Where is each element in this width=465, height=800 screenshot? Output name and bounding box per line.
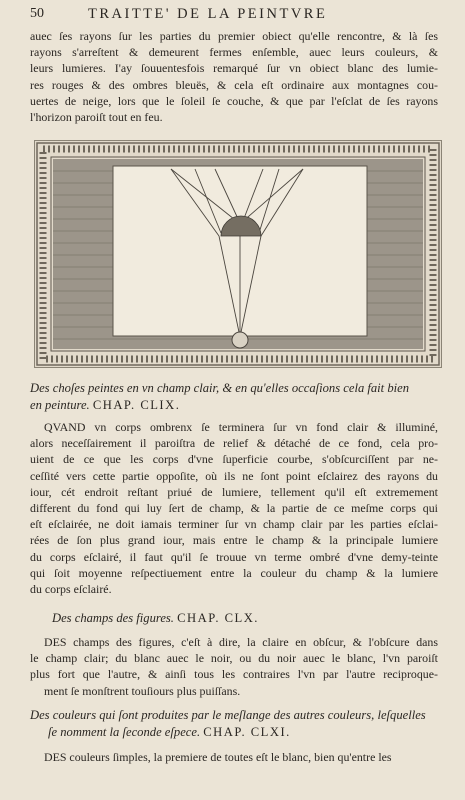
chapter-label: CHAP. CLIX. — [92, 398, 181, 412]
text-line: du corps eſclairé. — [30, 582, 112, 597]
chapter-title-line — [30, 397, 438, 414]
text-line: iour, cét endroit reſtant priué de lumiere, tellement qu'il eſt extremement — [30, 484, 438, 499]
text-line: uient de ce que les corps d'vne ſuperficie courbe, s'obſcurciſſent par ne- — [30, 452, 438, 467]
text-line: alors neceſſairement il paroiſtra de relief & détaché de ce fond, cela pro- — [30, 436, 438, 451]
chapter-title-line — [30, 724, 438, 741]
chapter-161-title — [30, 707, 438, 741]
text-line: different du fond qui luy ſert de champ, & la partie de ce meſme corps qui — [30, 501, 438, 516]
chapter-159-body — [30, 419, 438, 597]
text-line: DES couleurs ſimples, la premiere de toutes eſt le blanc, bien qu'entre les — [44, 750, 392, 764]
engraved-figure — [34, 140, 442, 368]
text-line: eſt eſclairée, ne doit iamais terminer ſur vn champ clair par les parties eſclai- — [30, 517, 438, 532]
chapter-title-line: Des choſes peintes en vn champ clair, & en qu'elles occaſions cela fait bien — [30, 381, 410, 395]
text-line: QVAND vn corps ombrenx ſe terminera ſur vn fond clair & illuminé, — [44, 420, 438, 434]
text-line: l'horizon paroiſt tout en feu. — [30, 110, 163, 125]
chapter-title-line — [52, 610, 460, 627]
chapter-160-title — [52, 610, 460, 627]
text-line: res rouges & des ombres bleuës, & cela eſt ordinaire aux montagnes cou- — [30, 77, 438, 92]
page-number: 50 — [30, 6, 44, 21]
chapter-label: CHAP. CLX. — [177, 611, 259, 625]
text-line: leurs lumieres. I'ay ſouuentesfois remarqué ſur vn obiect blanc des lumie- — [30, 61, 438, 76]
text-line: DES champs des figures, c'eſt à dire, la claire en obſcur, & l'obſcure dans — [44, 635, 438, 649]
running-title: TRAITTE' DE LA PEINTVRE — [88, 6, 328, 22]
chapter-label: CHAP. CLXI. — [203, 725, 291, 739]
text-line: qui ſoit moyenne reſpectiuement entre la couleur du champ & la lumiere — [30, 565, 438, 580]
opening-paragraph — [30, 28, 438, 125]
chapter-160-body — [30, 634, 438, 699]
page-header — [0, 6, 465, 26]
chapter-title-end: en peinture. — [30, 398, 90, 412]
text-line: auec ſes rayons ſur les parties du premier obiect qu'elle rencontre, & là ſes — [30, 29, 438, 43]
text-line: ment ſe monſtrent touſiours plus puiſſans. — [44, 683, 241, 698]
text-line: le champ clair; du blanc auec le noir, ou du noir auec le blanc, l'vn paroiſt — [30, 651, 438, 666]
chapter-title-text: Des champs des figures. — [52, 611, 174, 625]
text-line: uertes de neige, lors que le ſoleil ſe couche, & que par l'eſclat de ſes rayons — [30, 93, 438, 108]
chapter-159-title — [30, 380, 438, 414]
chapter-title-end: ſe nomment la ſeconde eſpece. — [48, 725, 201, 739]
chapter-161-body — [30, 749, 438, 765]
text-line: du corps eſclairé, il faut qu'il ſe trouue vn terme ombré d'vne demy-teinte — [30, 549, 438, 564]
light-source — [232, 332, 248, 348]
figure-drawing — [35, 141, 441, 367]
text-line: rayons s'arreſtent & demeurent fermes enſemble, auec leurs couleurs, & — [30, 45, 438, 60]
text-line: plus fort que l'autre, & ainſi tous les contraires l'vn par l'autre reciproque- — [30, 667, 438, 682]
text-line: ceſſité vers cette partie oppoſite, où ils ne ſont point eſclairez des rayons du — [30, 468, 438, 483]
chapter-title-line: Des couleurs qui ſont produites par le meſlange des autres couleurs, leſquelles — [30, 708, 426, 722]
text-line: rées de ſon plus grand iour, mais entre le champ & la principale lumiere — [30, 533, 438, 548]
